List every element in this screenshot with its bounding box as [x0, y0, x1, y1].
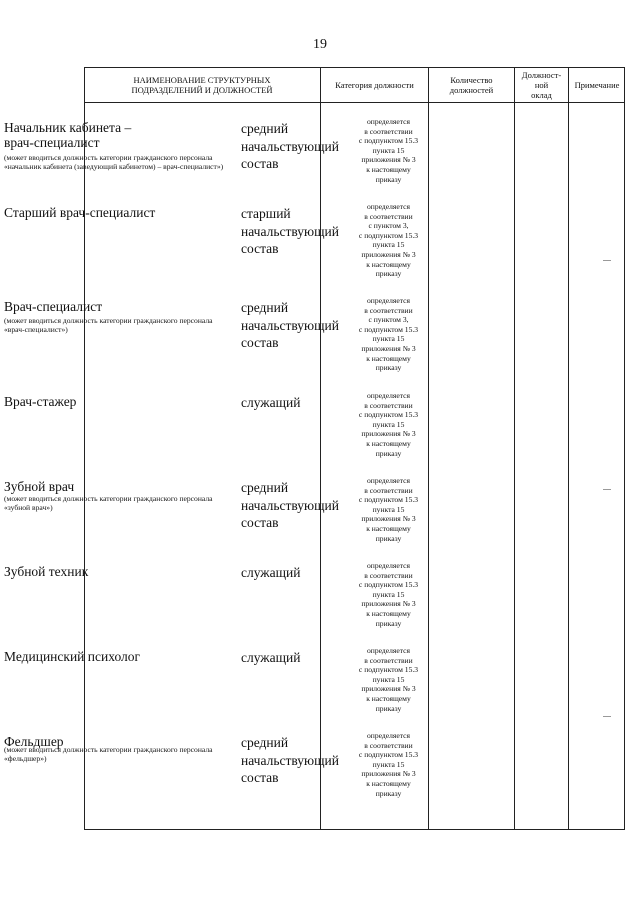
position-count: определяется в соответствии с подпунктом 15.3 пункта 15 приложения № 3 к настоящему приказу	[358, 117, 419, 184]
position-count: определяется в соответствии с подпунктом 15.3 пункта 15 приложения № 3 к настоящему приказу	[358, 646, 419, 713]
column-divider	[514, 67, 515, 830]
position-note: (может вводиться должность категории гражданского персонала «врач-специалист»)	[4, 316, 213, 334]
header-count: Количество должностей	[449, 75, 494, 95]
position-category: старший начальствующий состав	[241, 206, 339, 256]
position-title: Фельдшер	[4, 734, 64, 749]
position-count: определяется в соответствии с подпунктом 15.3 пункта 15 приложения № 3 к настоящему приказу	[358, 391, 419, 458]
header-bottom-border	[84, 102, 625, 103]
margin-mark	[603, 716, 611, 717]
header-note: Примечание	[574, 80, 620, 90]
position-count: определяется в соответствии с подпунктом 15.3 пункта 15 приложения № 3 к настоящему приказу	[358, 731, 419, 798]
position-category: средний начальствующий состав	[241, 121, 339, 171]
position-note: (может вводиться должность категории гражданского персонала «начальник кабинета (заведующий кабинетом) – врач-специалист»)	[4, 153, 224, 171]
header-salary: Должност- ной оклад	[521, 70, 562, 100]
position-title: Медицинский психолог	[4, 649, 141, 664]
position-title: Начальник кабинета – врач-специалист	[4, 120, 132, 150]
position-category: служащий	[241, 395, 301, 410]
position-count: определяется в соответствии с подпунктом 15.3 пункта 15 приложения № 3 к настоящему приказу	[358, 561, 419, 628]
table-bottom-border	[84, 829, 625, 830]
column-divider	[624, 67, 625, 830]
position-note: (может вводиться должность категории гражданского персонала «зубной врач»)	[4, 494, 213, 512]
position-category: средний начальствующий состав	[241, 735, 339, 785]
column-divider	[84, 67, 85, 830]
position-title: Зубной врач	[4, 479, 75, 494]
position-title: Старший врач-специалист	[4, 205, 156, 220]
position-category: средний начальствующий состав	[241, 480, 339, 530]
position-category: средний начальствующий состав	[241, 300, 339, 350]
column-divider	[320, 67, 321, 830]
header-category: Категория должности	[335, 80, 414, 90]
position-count: определяется в соответствии с пунктом 3, с подпунктом 15.3 пункта 15 приложения № 3 к настоящему приказу	[358, 296, 419, 373]
header-name: НАИМЕНОВАНИЕ СТРУКТУРНЫХ ПОДРАЗДЕЛЕНИЙ И ДОЛЖНОСТЕЙ	[131, 75, 273, 95]
position-category: служащий	[241, 565, 301, 580]
position-title: Зубной техник	[4, 564, 89, 579]
column-divider	[568, 67, 569, 830]
position-count: определяется в соответствии с подпунктом 15.3 пункта 15 приложения № 3 к настоящему приказу	[358, 476, 419, 543]
position-note: (может вводиться должность категории гражданского персонала «фельдшер»)	[4, 745, 213, 763]
position-category: служащий	[241, 650, 301, 665]
page-number: 19	[313, 37, 327, 52]
position-title: Врач-специалист	[4, 299, 103, 314]
position-count: определяется в соответствии с пунктом 3, с подпунктом 15.3 пункта 15 приложения № 3 к настоящему приказу	[358, 202, 419, 279]
position-title: Врач-стажер	[4, 394, 77, 409]
margin-mark	[603, 489, 611, 490]
margin-mark	[603, 260, 611, 261]
